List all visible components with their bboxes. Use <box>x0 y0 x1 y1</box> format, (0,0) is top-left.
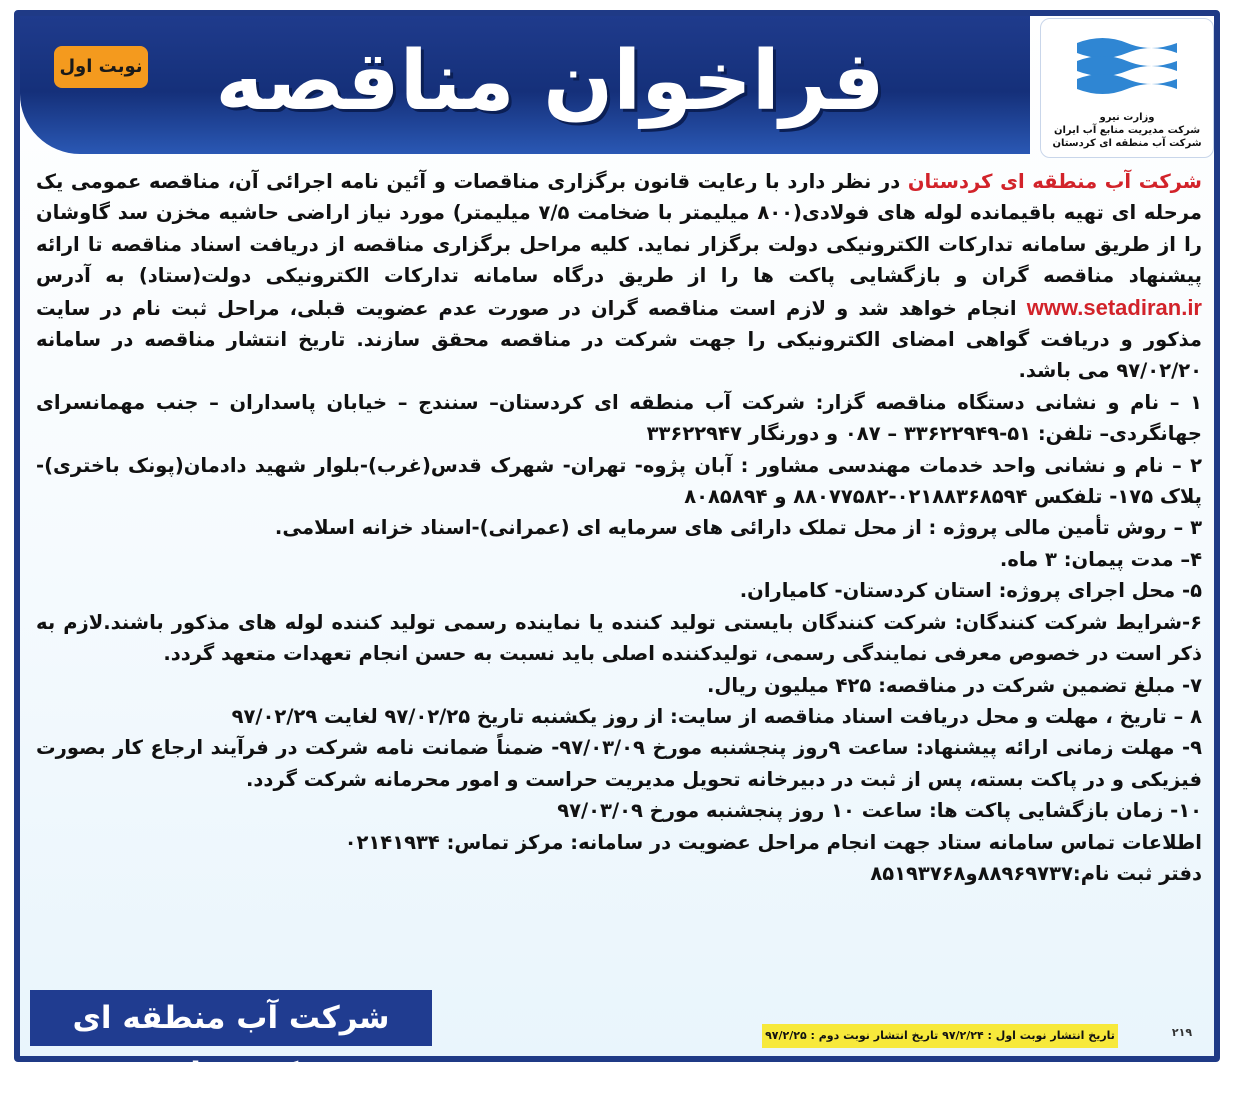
logo-regional-text: شرکت آب منطقه ای کردستان <box>1052 138 1202 149</box>
list-item: ۱۰- زمان بازگشایی پاکت ها: ساعت ۱۰ روز پنجشنبه مورخ ۹۷/۰۳/۰۹ <box>557 799 1202 823</box>
list-item: ۴– مدت پیمان: ۳ ماه. <box>999 547 1202 571</box>
tender-body <box>36 166 1202 889</box>
footer-company-name: شرکت آب منطقه ای کردستان <box>30 990 432 1046</box>
intro-text-2: انجام خواهد شد و لازم است مناقصه گران در صورت عدم عضویت قبلی، مراحل ثبت نام در سایت مذکور و دریافت گواهی امضای الکترونیکی را جهت شرکت در مناقصه محقق سازند. تاریخ انتشار مناقصه در سامانه ۹۷/۰۲/۲۰ می باشد. <box>36 296 1202 383</box>
water-waves-icon <box>1073 29 1181 101</box>
header-banner <box>20 16 1030 154</box>
registration-office: دفتر ثبت نام:۸۸۹۶۹۷۳۷و۸۵۱۹۳۷۶۸ <box>870 861 1202 885</box>
organization-logo <box>1040 18 1214 158</box>
list-item: ۹- مهلت زمانی ارائه پیشنهاد: ساعت ۹روز پنجشنبه مورخ ۹۷/۰۳/۰۹- ضمناً ضمانت نامه شرکت در فرآیند ارجاع کار بصورت فیزیکی و در پاکت بسته، پس از ثبت در دبیرخانه تحویل مدیریت حراست و امور محرمانه شرکت گردد. <box>36 736 1202 791</box>
company-name-highlight: شرکت آب منطقه ای کردستان <box>907 170 1202 193</box>
list-item: ۲ – نام و نشانی واحد خدمات مهندسی مشاور : آبان پژوه- تهران- شهرک قدس(غرب)-بلوار شهید دادمان(پونک باختری)- پلاک ۱۷۵- تلفکس ۰۲۱۸۸۳۶۸۵۹۴-۸۸۰۷۷۵۸۲ و ۸۰۸۵۸۹۴ <box>36 453 1202 509</box>
list-item: ۱ – نام و نشانی دستگاه مناقصه گزار: شرکت آب منطقه ای کردستان– سنندج – خیابان پاسداران – جنب مهمانسرای جهانگردی– تلفن: ۵۱-۳۳۶۲۲۹۴۹ – ۰۸۷ و دورنگار ۳۳۶۲۲۹۴۷ <box>36 390 1202 446</box>
logo-company-text: شرکت مدیریت منابع آب ایران <box>1053 125 1201 136</box>
contact-info: اطلاعات تماس سامانه ستاد جهت انجام مراحل عضویت در سامانه: مرکز تماس: ۰۲۱۴۱۹۳۴ <box>344 830 1202 854</box>
ad-number: ۲۱۹ <box>1171 1026 1193 1039</box>
edition-badge: نوبت اول <box>54 46 148 88</box>
logo-ministry-text: وزارت نیرو <box>1099 112 1155 123</box>
list-item: ۳ – روش تأمین مالی پروژه : از محل تملک دارائی های سرمایه ای (عمرانی)-اسناد خزانه اسلامی. <box>274 516 1202 540</box>
publication-dates: تاریخ انتشار نوبت اول : ۹۷/۲/۲۴ تاریخ انتشار نوبت دوم : ۹۷/۲/۲۵ <box>762 1024 1118 1048</box>
intro-paragraph <box>36 166 1202 387</box>
list-item: ۷- مبلغ تضمین شرکت در مناقصه: ۴۲۵ میلیون ریال. <box>707 673 1202 697</box>
list-item: ۵- محل اجرای پروژه: استان کردستان- کامیاران. <box>739 579 1202 603</box>
list-item: ۶-شرایط شرکت کنندگان: شرکت کنندگان بایستی تولید کننده یا نماینده رسمی تولید کننده لوله های مذکور باشند.لازم به ذکر است در خصوص معرفی نمایندگی رسمی، تولیدکننده اصلی باید نسبت به حسن انجام تعهدات متعهد گردد. <box>36 610 1202 666</box>
list-item: ۸ – تاریخ ، مهلت و محل دریافت اسناد مناقصه از سایت: از روز یکشنبه تاریخ ۹۷/۰۲/۲۵ لغایت ۹۷/۰۲/۲۹ <box>231 704 1202 728</box>
intro-text-1: در نظر دارد با رعایت قانون برگزاری مناقصات و آئین نامه اجرائی آن، مناقصه عمومی یک مرحله ای تهیه باقیمانده لوله های فولادی(۸۰۰ میلیمتر با ضخامت ۷/۵ میلیمتر) مورد نیاز اراضی حاشیه مخزن سد گاوشان را از طریق سامانه تدارکات الکترونیکی دولت برگزار نماید. کلیه مراحل برگزاری مناقصه از دریافت اسناد مناقصه تا ارائه پیشنهاد مناقصه گران و بازگشایی پاکت ها را از طریق درگاه سامانه تدارکات الکترونیکی دولت(ستاد) به آدرس <box>36 170 1202 288</box>
page-title: فراخوان مناقصه <box>215 34 885 129</box>
setad-link[interactable]: www.setadiran.ir <box>1026 294 1202 320</box>
